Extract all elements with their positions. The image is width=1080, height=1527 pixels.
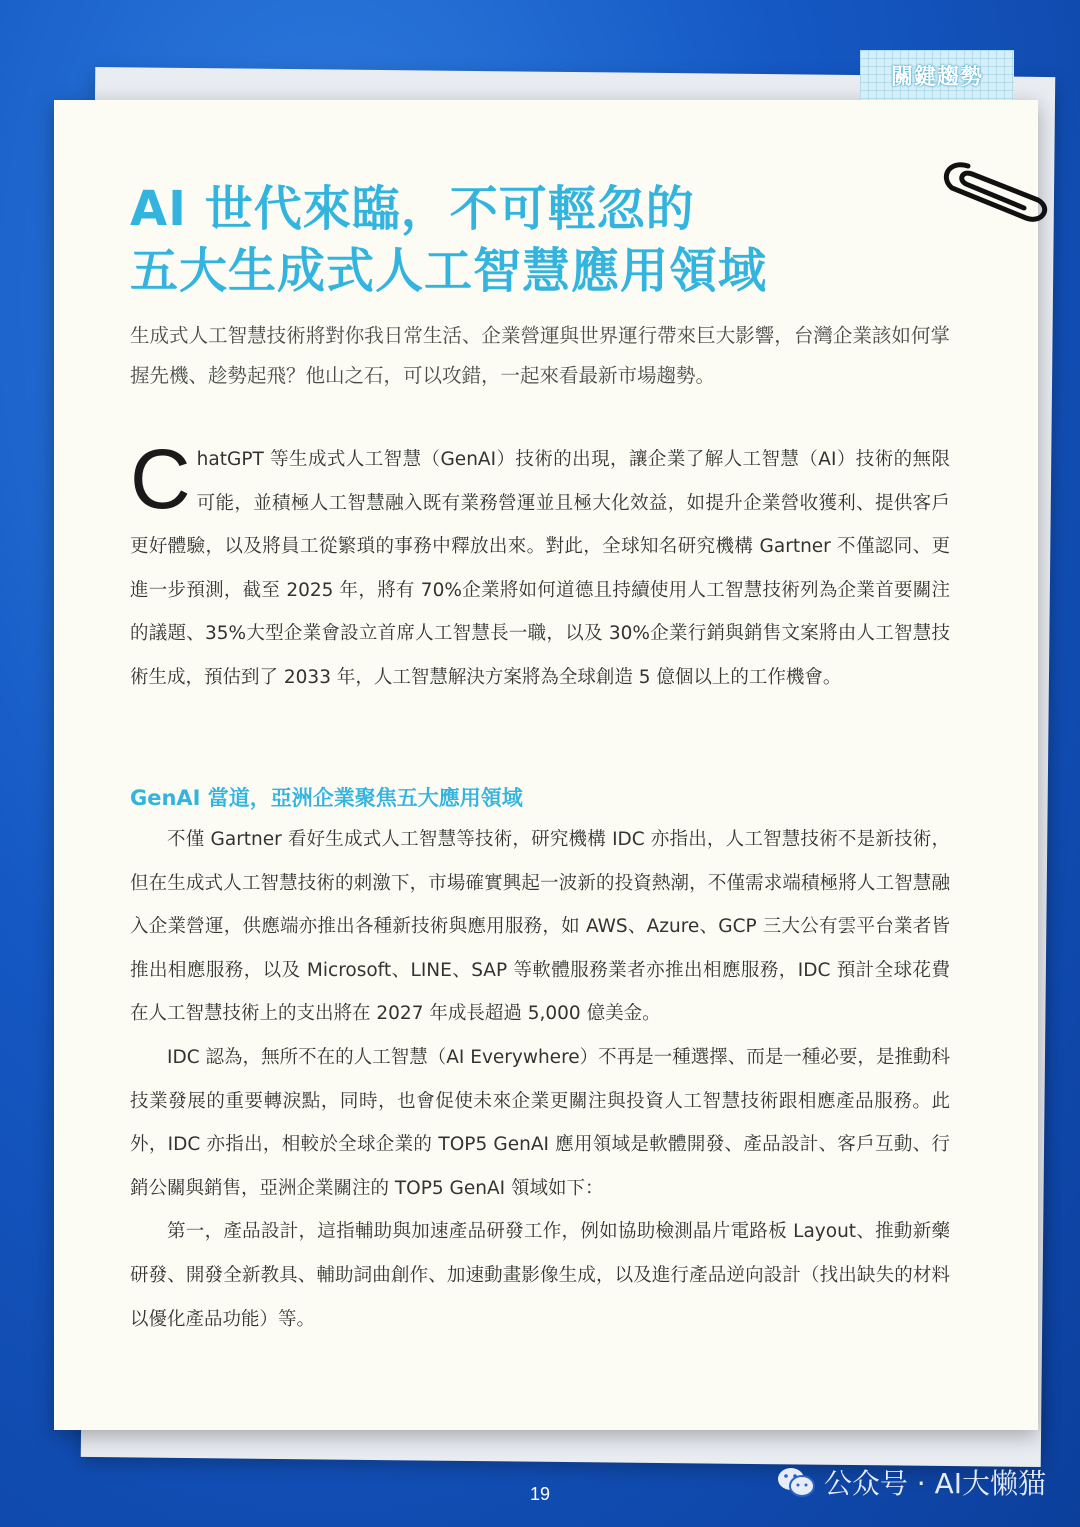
- wechat-watermark: [776, 1462, 1046, 1502]
- section-tab: [860, 50, 1014, 100]
- drop-cap: C: [130, 432, 191, 526]
- section-tab-label: 關鍵趨勢: [890, 64, 983, 90]
- lead-text: hatGPT 等生成式人工智慧（GenAI）技術的出現，讓企業了解人工智慧（AI）技術的無限可能，並積極人工智慧融入既有業務營運並且極大化效益，如提升企業營收獲利、提供客戶更好體驗，以及將員工從繁瑣的事務中釋放出來。對此，全球知名研究機構 Gartner 不僅認同、更進一步預測，截至 2025 年，將有 70%企業將如何道德且持續使用人工智慧技術列為企業首要關注的議題、35%大型企業會設立首席人工智慧長一職，以及 30%企業行銷與銷售文案將由人工智慧技術生成，預估到了 2033 年，人工智慧解決方案將為全球創造 5 億個以上的工作機會。: [130, 449, 950, 688]
- page-title-line-2: 五大生成式人工智慧應用領域: [130, 243, 768, 299]
- wechat-icon: [776, 1465, 816, 1499]
- paperclip-icon: [938, 158, 1054, 228]
- page-number: 19: [529, 1484, 551, 1504]
- section-heading: GenAI 當道，亞洲企業聚焦五大應用領域: [130, 786, 523, 810]
- page-title: [130, 178, 767, 302]
- section-body: [130, 818, 950, 1341]
- section-paragraph: 不僅 Gartner 看好生成式人工智慧等技術，研究機構 IDC 亦指出，人工智慧技術不是新技術，但在生成式人工智慧技術的刺激下，市場確實興起一波新的投資熱潮，不僅需求端積極將人工智慧融入企業營運，供應端亦推出各種新技術與應用服務，如 AWS、Azure、GCP 三大公有雲平台業者皆推出相應服務，以及 Microsoft、LINE、SAP 等軟體服務業者亦推出相應服務，IDC 預計全球花費在人工智慧技術上的支出將在 2027 年成長超過 5,000 億美金。: [130, 829, 950, 1025]
- page-title-line-1: AI 世代來臨，不可輕忽的: [130, 181, 695, 237]
- section-paragraph: 第一，產品設計，這指輔助與加速產品研發工作，例如協助檢測晶片電路板 Layout、推動新藥研發、開發全新教具、輔助詞曲創作、加速動畫影像生成，以及進行產品逆向設計（找出缺失的材料以優化產品功能）等。: [130, 1221, 950, 1330]
- section-paragraph: IDC 認為，無所不在的人工智慧（AI Everywhere）不再是一種選擇、而是一種必要，是推動科技業發展的重要轉淚點，同時，也會促使未來企業更關注與投資人工智慧技術跟相應產品服務。此外，IDC 亦指出，相較於全球企業的 TOP5 GenAI 應用領域是軟體開發、產品設計、客戶互動、行銷公關與銷售，亞洲企業關注的 TOP5 GenAI 領域如下：: [130, 1046, 950, 1199]
- watermark-text: 公众号 · AI大懒猫: [823, 1467, 1046, 1500]
- intro-paragraph: 生成式人工智慧技術將對你我日常生活、企業營運與世界運行帶來巨大影響，台灣企業該如何掌握先機、趁勢起飛？他山之石，可以攻錯，一起來看最新市場趨勢。: [130, 324, 950, 387]
- lead-paragraph: [130, 432, 950, 700]
